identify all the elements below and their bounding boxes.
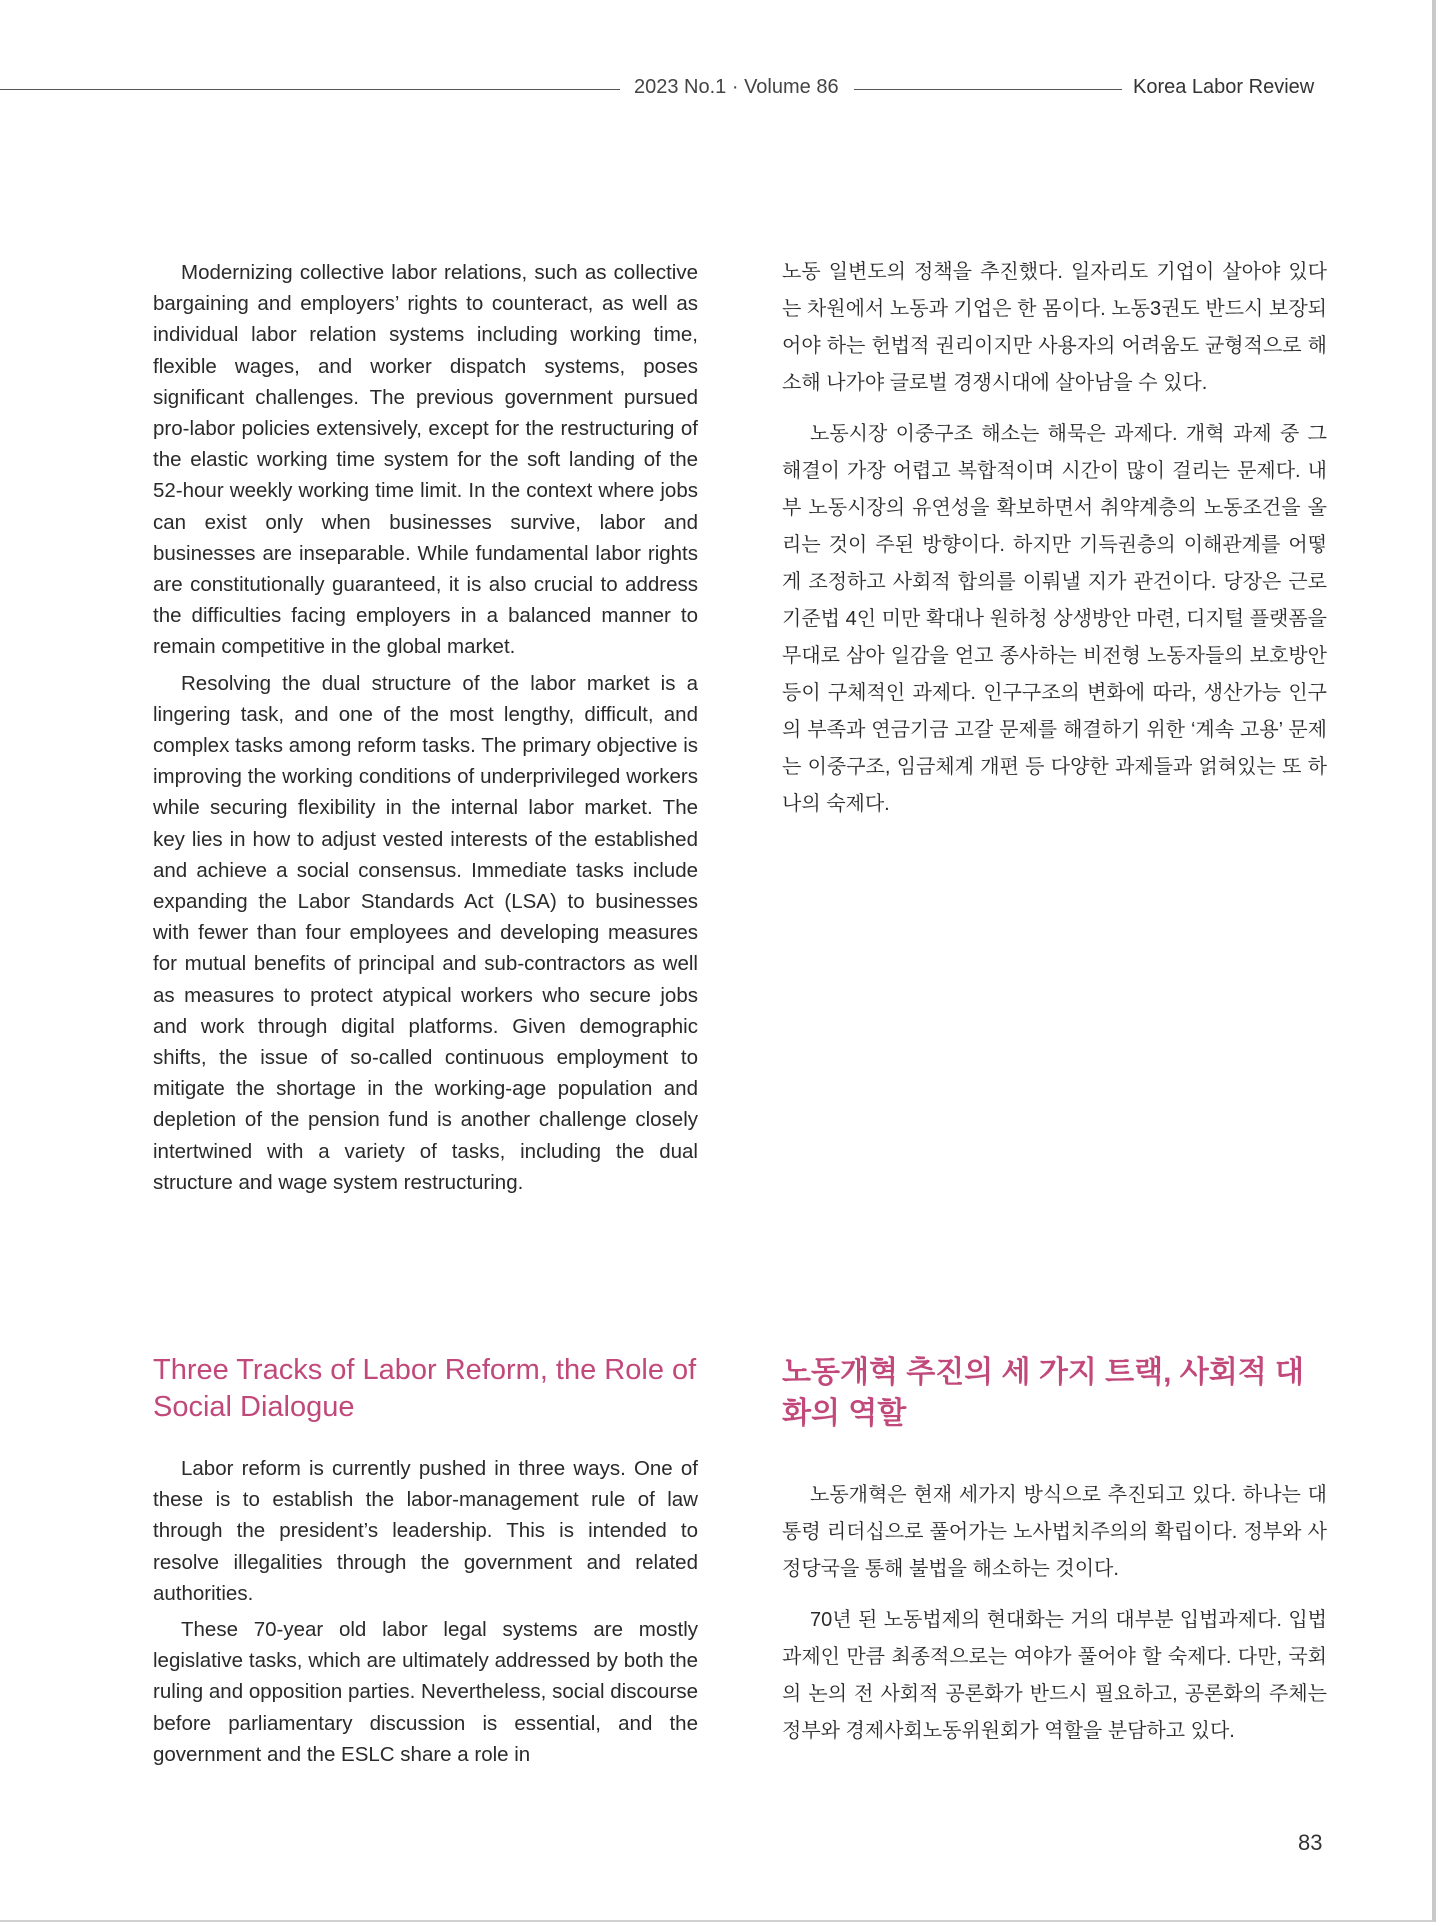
english-paragraph: Resolving the dual structure of the labor market is a lingering task, and one of the most lengthy, difficult, and complex tasks among reform tasks. The primary objective is improving the working conditions of underprivileged workers while securing flexibility in the internal labor market. The key lies in how to adjust vested interests of the established and achieve a social consensus. Immediate tasks include expanding the Labor Standards Act (LSA) to businesses with fewer than four employees and developing measures for mutual benefits of principal and sub-contractors as well as measures to protect atypical workers who secure jobs and work through digital platforms. Given demographic shifts, the issue of so-called continuous employment to mitigate the shortage in the working-age population and depletion of the pension fund is another challenge closely intertwined with a variety of tasks, including the dual structure and wage system restructuring. (153, 671, 698, 1194)
english-paragraph: Modernizing collective labor relations, such as collective bargaining and employers’ rights to counteract, as well as individual labor relation systems including working time, flexible wages, and worker dispatch systems, poses significant challenges. The previous government pursued pro-labor policies extensively, except for the restructuring of the elastic working time system for the soft landing of the 52-hour weekly working time limit. In the context where jobs can exist only when businesses survive, labor and businesses are inseparable. While fundamental labor rights are constitutionally guaranteed, it is also crucial to address the difficulties facing employers in a balanced manner to remain competitive in the global market. (153, 261, 698, 659)
korean-paragraph: 노동 일변도의 정책을 추진했다. 일자리도 기업이 살아야 있다는 차원에서 노동과 기업은 한 몸이다. 노동3권도 반드시 보장되어야 하는 헌법적 권리이지만 사용자의 어려움도 균형적으로 해소해 나가야 글로벌 경쟁시대에 살아남을 수 있다. (782, 261, 1327, 394)
english-paragraph: These 70-year old labor legal systems are mostly legislative tasks, which are ultimately addressed by both the ruling and opposition parties. Nevertheless, social discourse before parliamentary discussion is essential, and the government and the ESLC share a role in (153, 1618, 698, 1766)
korean-section-heading: 노동개혁 추진의 세 가지 트랙, 사회적 대화의 역할 (782, 1356, 1305, 1430)
korean-paragraph: 노동개혁은 현재 세가지 방식으로 추진되고 있다. 하나는 대통령 리더십으로 풀어가는 노사법치주의의 확립이다. 정부와 사정당국을 통해 불법을 해소하는 것이다. (782, 1484, 1327, 1580)
korean-paragraph: 노동시장 이중구조 해소는 해묵은 과제다. 개혁 과제 중 그 해결이 가장 어렵고 복합적이며 시간이 많이 걸리는 문제다. 내부 노동시장의 유연성을 확보하면서 취약계층의 노동조건을 올리는 것이 주된 방향이다. 하지만 기득권층의 이해관계를 어떻게 조정하고 사회적 합의를 이뤄낼 지가 관건이다. 당장은 근로기준법 4인 미만 확대나 원하청 상생방안 마련, 디지털 플랫폼을 무대로 삼아 일감을 얻고 종사하는 비전형 노동자들의 보호방안 등이 구체적인 과제다. 인구구조의 변화에 따라, 생산가능 인구의 부족과 연금기금 고갈 문제를 해결하기 위한 ‘계속 고용’ 문제는 이중구조, 임금체계 개편 등 다양한 과제들과 얽혀있는 또 하나의 숙제다. (782, 423, 1327, 815)
english-section-heading: Three Tracks of Labor Reform, the Role of Social Dialogue (153, 1354, 697, 1423)
english-column-bottom (153, 1453, 698, 1770)
korean-column-bottom (782, 1477, 1327, 1750)
header-rule-left (0, 89, 620, 90)
page-header (0, 74, 1326, 106)
english-paragraph: Labor reform is currently pushed in three ways. One of these is to establish the labor-management rule of law through the president’s leadership. This is intended to resolve illegalities through the government and related authorities. (153, 1457, 698, 1605)
header-rule-middle (854, 89, 1122, 90)
issue-label: 2023 No.1 · Volume 86 (634, 76, 839, 98)
journal-title: Korea Labor Review (1133, 76, 1315, 98)
korean-column-top (782, 254, 1327, 823)
page-number: 83 (1298, 1830, 1323, 1855)
english-column-top (153, 257, 698, 1198)
korean-paragraph: 70년 된 노동법제의 현대화는 거의 대부분 입법과제다. 입법과제인 만큼 최종적으로는 여야가 풀어야 할 숙제다. 다만, 국회의 논의 전 사회적 공론화가 반드시 필요하고, 공론화의 주체는 정부와 경제사회노동위원회가 역할을 분담하고 있다. (782, 1609, 1327, 1742)
